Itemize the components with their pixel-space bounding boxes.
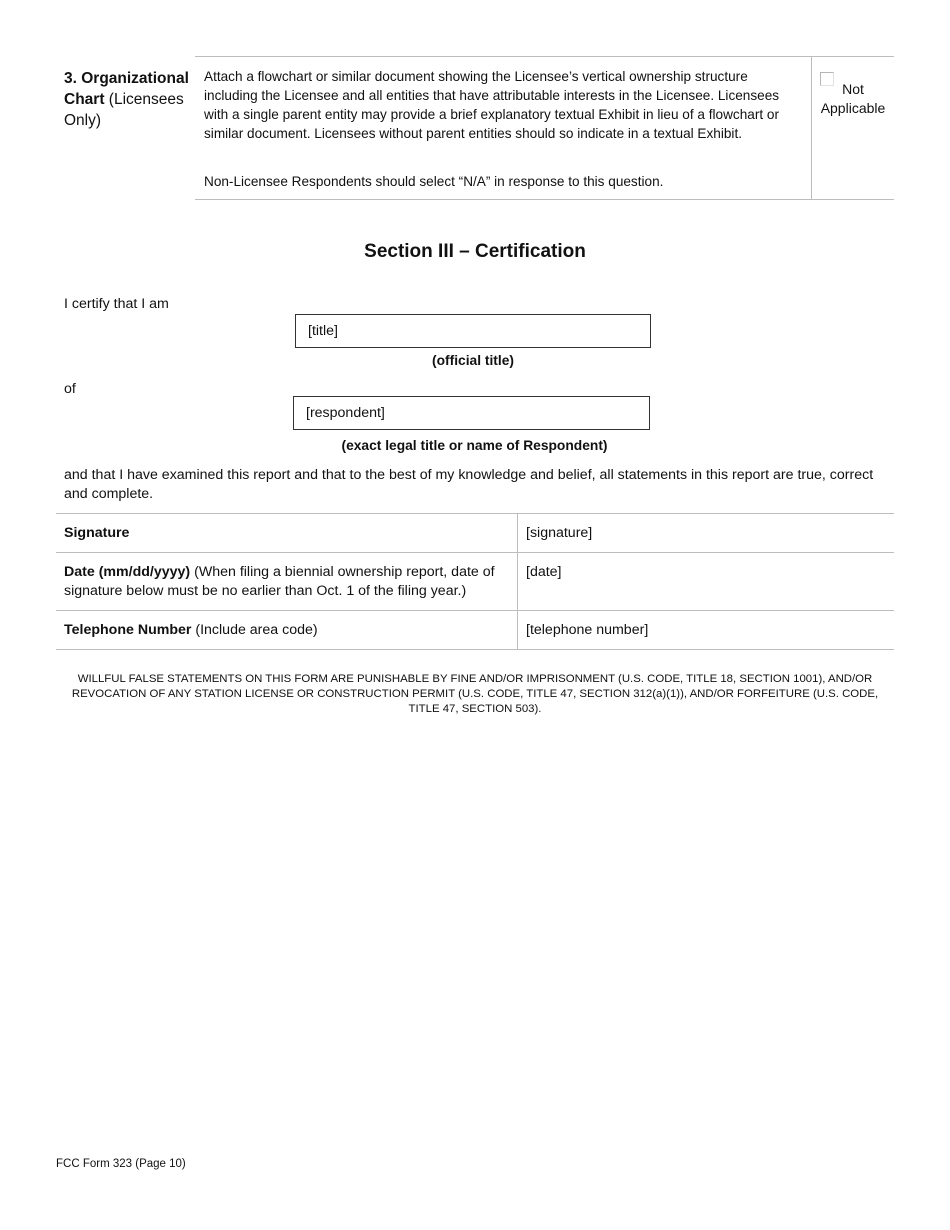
- not-applicable-label-line1: Not: [842, 81, 864, 97]
- date-label-cell: [56, 553, 518, 611]
- not-applicable-label: [818, 80, 888, 118]
- signature-label-cell: [56, 514, 518, 553]
- section-title: Section III – Certification: [364, 241, 586, 262]
- of-text: of: [64, 381, 76, 397]
- question-3-qualifier: (Licensees Only): [64, 91, 184, 129]
- signature-row: [56, 514, 894, 553]
- signature-input[interactable]: [signature]: [518, 514, 895, 553]
- certify-text: I certify that I am: [64, 296, 169, 312]
- question-3-instructions: Attach a flowchart or similar document showing the Licensee’s vertical ownership structure including the Licensee and all entities that have attributable interests in the Licensee. Licensees with a single parent entity may provide a brief explanatory textual Exhibit in lieu of a flowchart or similar document. Licensees without parent entities should so indicate in a textual Exhibit.: [204, 69, 780, 141]
- question-3-title: 3. Organizational Chart: [64, 70, 189, 108]
- date-note: (When filing a biennial ownership report, date of signature below must be no earlier than Oct. 1 of the filing year.): [64, 564, 495, 599]
- signature-table: [56, 513, 894, 650]
- page-footer: FCC Form 323 (Page 10): [56, 1158, 186, 1170]
- not-applicable-label-line2: Applicable: [820, 100, 886, 116]
- question-3-note: Non-Licensee Respondents should select “N/A” in response to this question.: [204, 174, 664, 189]
- penalty-warning: WILLFUL FALSE STATEMENTS ON THIS FORM ARE PUNISHABLE BY FINE AND/OR IMPRISONMENT (U.S. CODE, TITLE 18, SECTION 1001), AND/OR REVOCATION OF ANY STATION LICENSE OR CONSTRUCTION PERMIT (U.S. CODE, TITLE 47, SECTION 312(a)(1)), AND/OR FORFEITURE (U.S. CODE, TITLE 47, SECTION 503).: [71, 673, 879, 715]
- question-3-bottom-rule: [195, 199, 894, 200]
- date-row: [56, 553, 894, 611]
- official-title-input[interactable]: [title]: [295, 314, 651, 348]
- date-label: Date (mm/dd/yyyy): [64, 564, 191, 580]
- telephone-input[interactable]: [telephone number]: [518, 611, 895, 650]
- telephone-note: (Include area code): [191, 622, 318, 638]
- telephone-label-cell: [56, 611, 518, 650]
- telephone-label: Telephone Number: [64, 622, 192, 638]
- respondent-name-caption: (exact legal title or name of Respondent): [341, 438, 608, 453]
- question-3-column-divider: [811, 56, 812, 199]
- signature-label: Signature: [64, 525, 130, 541]
- date-input[interactable]: [date]: [518, 553, 895, 611]
- telephone-row: [56, 611, 894, 650]
- certification-statement: and that I have examined this report and that to the best of my knowledge and belief, all statements in this report are true, correct and complete.: [64, 467, 874, 502]
- question-3-top-rule: [195, 56, 894, 57]
- respondent-name-input[interactable]: [respondent]: [293, 396, 650, 430]
- official-title-caption: (official title): [431, 353, 514, 368]
- question-3-label: [64, 68, 192, 131]
